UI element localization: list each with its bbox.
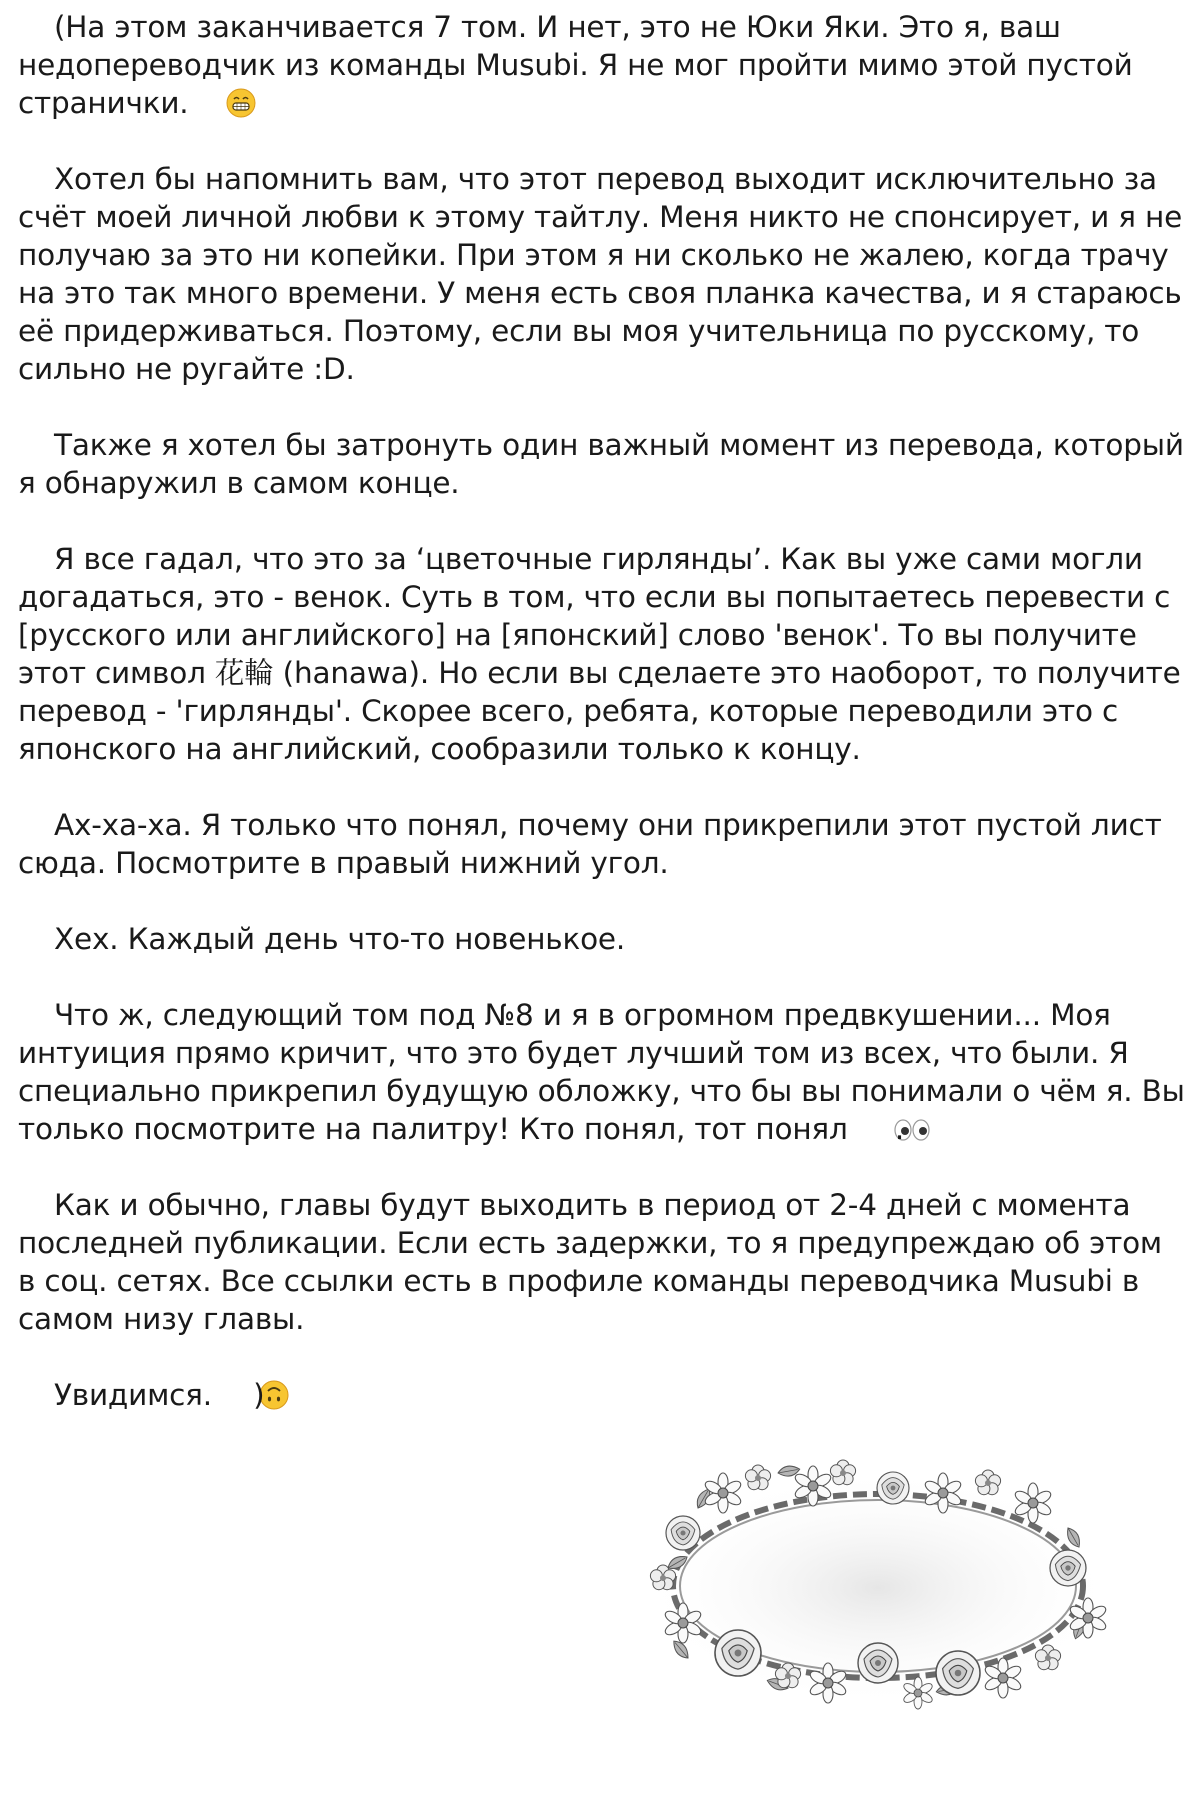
eyes-icon bbox=[857, 1112, 895, 1134]
paragraph-garlands bbox=[18, 540, 1188, 768]
paragraph-farewell bbox=[18, 1376, 1188, 1414]
flower-wreath-icon bbox=[628, 1448, 1128, 1716]
upside-down-face-icon bbox=[223, 1380, 253, 1410]
paragraph-motivation-text: Хотел бы напомнить вам, что этот перевод выходит исключительно за счёт моей личной любви к этому тайтлу. Меня никто не спонсирует, и я не получаю за это ни копейки. При этом я ни сколько не жалею, когда трачу на это так много времени. У меня есть своя планка качества, и я стараюсь её придерживаться. Поэтому, если вы моя учительница по русскому, то сильно не ругайте :D. bbox=[18, 162, 1183, 386]
paragraph-farewell-text: Увидимся. bbox=[54, 1378, 212, 1412]
paragraph-garlands-text: Я все гадал, что это за ‘цветочные гирлянды’. Как вы уже сами могли догадаться, это - венок. Суть в том, что если вы попытаетесь перевести с [русского или английского] на [японский] слово 'венок'. То вы получите этот символ 花輪 (hanawa). Но если вы сделаете это наоборот, то получите перевод - 'гирлянды'. Скорее всего, ребята, которые переводили это с японского на английский, сообразили только к концу. bbox=[18, 542, 1181, 766]
paragraph-intro bbox=[18, 8, 1188, 122]
paragraph-intro-text: (На этом заканчивается 7 том. И нет, это не Юки Яки. Это я, ваш недопереводчик из команды Musubi. Я не мог пройти мимо этой пустой странички. bbox=[18, 10, 1133, 120]
paragraph-next-volume-tail: . bbox=[894, 1112, 905, 1146]
paragraph-next-volume bbox=[18, 996, 1188, 1148]
paragraph-farewell-tail: ) bbox=[253, 1378, 265, 1412]
paragraph-schedule-text: Как и обычно, главы будут выходить в период от 2-4 дней с момента последней публикации. Если есть задержки, то я предупреждаю об этом в соц. сетях. Все ссылки есть в профиле команды переводчика Musubi в самом низу главы. bbox=[18, 1188, 1162, 1336]
letter-body bbox=[18, 8, 1188, 1452]
paragraph-motivation bbox=[18, 160, 1188, 388]
paragraph-heh-text: Хех. Каждый день что-то новенькое. bbox=[54, 922, 626, 956]
flower-wreath-image bbox=[628, 1448, 1128, 1716]
paragraph-laugh-text: Ах-ха-ха. Я только что понял, почему они прикрепили этот пустой лист сюда. Посмотрите в правый нижний угол. bbox=[18, 808, 1162, 880]
paragraph-next-volume-text: Что ж, следующий том под №8 и я в огромном предвкушении... Моя интуиция прямо кричит, что это будет лучший том из всех, что были. Я специально прикрепил будущую обложку, что бы вы понимали о чём я. Вы только посмотрите на палитру! Кто понял, тот понял bbox=[18, 998, 1185, 1146]
paragraph-translation-note bbox=[18, 426, 1188, 502]
grinning-face-icon bbox=[190, 88, 220, 118]
paragraph-heh bbox=[18, 920, 1188, 958]
paragraph-laugh bbox=[18, 806, 1188, 882]
paragraph-schedule bbox=[18, 1186, 1188, 1338]
paragraph-translation-note-text: Также я хотел бы затронуть один важный момент из перевода, который я обнаружил в самом конце. bbox=[18, 428, 1184, 500]
